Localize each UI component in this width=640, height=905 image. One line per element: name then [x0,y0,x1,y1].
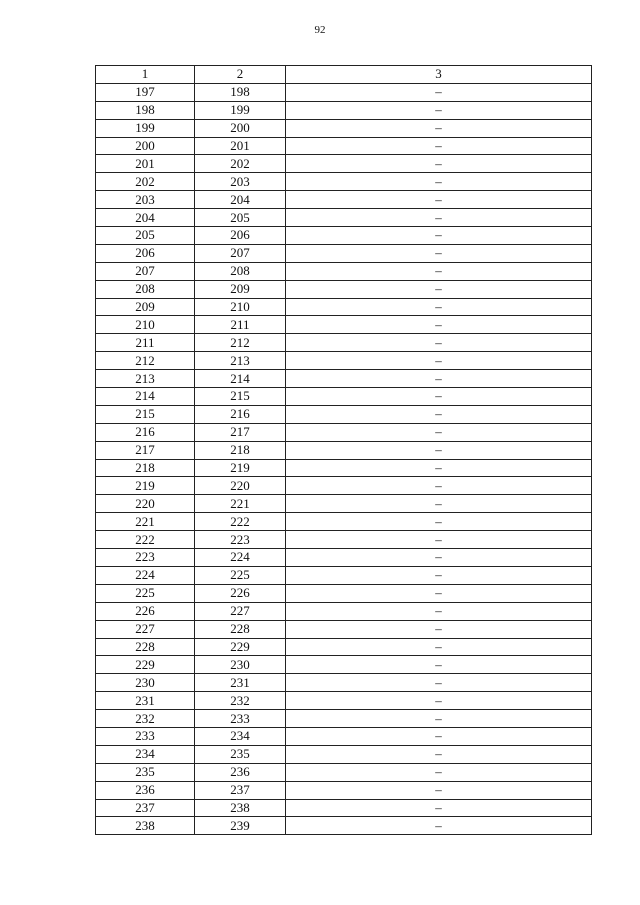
cell-col-2: 201 [195,137,286,155]
cell-col-2: 213 [195,352,286,370]
cell-col-3: – [286,298,592,316]
table-row [96,405,592,423]
table-row [96,745,592,763]
table-row [96,495,592,513]
cell-col-3: – [286,656,592,674]
cell-col-3: – [286,388,592,406]
cell-col-2: 229 [195,638,286,656]
cell-col-3: – [286,477,592,495]
table-row [96,173,592,191]
cell-col-2: 238 [195,799,286,817]
cell-col-3: – [286,227,592,245]
cell-col-3: – [286,209,592,227]
cell-col-2: 234 [195,727,286,745]
table-body [96,83,592,834]
table-row [96,710,592,728]
cell-col-2: 219 [195,459,286,477]
cell-col-3: – [286,191,592,209]
table-row [96,262,592,280]
table-row [96,334,592,352]
cell-col-3: – [286,423,592,441]
table-row [96,101,592,119]
cell-col-3: – [286,638,592,656]
cell-col-1: 228 [96,638,195,656]
cell-col-1: 205 [96,227,195,245]
cell-col-1: 211 [96,334,195,352]
cell-col-1: 237 [96,799,195,817]
cell-col-2: 198 [195,83,286,101]
cell-col-1: 197 [96,83,195,101]
cell-col-1: 199 [96,119,195,137]
cell-col-3: – [286,781,592,799]
table-row [96,244,592,262]
cell-col-3: – [286,280,592,298]
cell-col-1: 226 [96,602,195,620]
cell-col-3: – [286,763,592,781]
cell-col-2: 200 [195,119,286,137]
table-row [96,352,592,370]
table-row [96,763,592,781]
cell-col-3: – [286,513,592,531]
cell-col-3: – [286,692,592,710]
cell-col-2: 209 [195,280,286,298]
table-row [96,817,592,835]
cell-col-1: 230 [96,674,195,692]
cell-col-1: 234 [96,745,195,763]
cell-col-2: 217 [195,423,286,441]
cell-col-3: – [286,817,592,835]
cell-col-1: 198 [96,101,195,119]
table-row [96,316,592,334]
cell-col-2: 214 [195,370,286,388]
cell-col-2: 212 [195,334,286,352]
cell-col-1: 218 [96,459,195,477]
table-row [96,280,592,298]
table-row [96,531,592,549]
cell-col-2: 202 [195,155,286,173]
cell-col-2: 239 [195,817,286,835]
column-header-2: 2 [195,66,286,84]
cell-col-2: 206 [195,227,286,245]
cell-col-2: 199 [195,101,286,119]
cell-col-3: – [286,566,592,584]
page-number: 92 [314,24,326,36]
table-row [96,423,592,441]
cell-col-3: – [286,531,592,549]
cell-col-2: 228 [195,620,286,638]
cell-col-1: 219 [96,477,195,495]
cell-col-3: – [286,370,592,388]
cell-col-1: 214 [96,388,195,406]
cell-col-1: 225 [96,584,195,602]
cell-col-2: 211 [195,316,286,334]
column-header-3: 3 [286,66,592,84]
cell-col-3: – [286,495,592,513]
cell-col-1: 210 [96,316,195,334]
cell-col-3: – [286,674,592,692]
cell-col-1: 223 [96,549,195,567]
table-row [96,388,592,406]
cell-col-1: 215 [96,405,195,423]
cell-col-1: 224 [96,566,195,584]
cell-col-1: 217 [96,441,195,459]
cell-col-2: 218 [195,441,286,459]
column-header-1: 1 [96,66,195,84]
cell-col-2: 205 [195,209,286,227]
cell-col-3: – [286,584,592,602]
cell-col-1: 220 [96,495,195,513]
table-row [96,441,592,459]
cell-col-1: 233 [96,727,195,745]
cell-col-3: – [286,334,592,352]
cell-col-3: – [286,137,592,155]
cell-col-1: 200 [96,137,195,155]
cell-col-3: – [286,745,592,763]
cell-col-1: 212 [96,352,195,370]
table-row [96,781,592,799]
cell-col-2: 221 [195,495,286,513]
cell-col-2: 208 [195,262,286,280]
table-row [96,191,592,209]
cell-col-1: 229 [96,656,195,674]
cell-col-3: – [286,602,592,620]
cell-col-1: 203 [96,191,195,209]
table-row [96,549,592,567]
cell-col-2: 235 [195,745,286,763]
cell-col-2: 207 [195,244,286,262]
cell-col-2: 227 [195,602,286,620]
table-row [96,566,592,584]
cell-col-2: 233 [195,710,286,728]
cell-col-2: 222 [195,513,286,531]
cell-col-2: 224 [195,549,286,567]
cell-col-1: 206 [96,244,195,262]
table-row [96,656,592,674]
cell-col-3: – [286,405,592,423]
cell-col-2: 232 [195,692,286,710]
cell-col-1: 232 [96,710,195,728]
table-row [96,155,592,173]
cell-col-2: 220 [195,477,286,495]
cell-col-1: 204 [96,209,195,227]
cell-col-3: – [286,549,592,567]
cell-col-2: 203 [195,173,286,191]
cell-col-3: – [286,710,592,728]
cell-col-3: – [286,262,592,280]
cell-col-2: 231 [195,674,286,692]
data-table [95,65,592,835]
cell-col-1: 231 [96,692,195,710]
cell-col-1: 213 [96,370,195,388]
table-row [96,638,592,656]
table-row [96,477,592,495]
cell-col-1: 216 [96,423,195,441]
cell-col-3: – [286,83,592,101]
cell-col-1: 201 [96,155,195,173]
table-row [96,620,592,638]
table-header-row [96,66,592,84]
cell-col-2: 204 [195,191,286,209]
table-row [96,209,592,227]
cell-col-3: – [286,459,592,477]
cell-col-3: – [286,119,592,137]
table-row [96,513,592,531]
cell-col-1: 238 [96,817,195,835]
table-row [96,298,592,316]
cell-col-3: – [286,316,592,334]
cell-col-1: 227 [96,620,195,638]
cell-col-2: 237 [195,781,286,799]
cell-col-2: 216 [195,405,286,423]
cell-col-3: – [286,352,592,370]
cell-col-2: 225 [195,566,286,584]
cell-col-1: 209 [96,298,195,316]
cell-col-3: – [286,101,592,119]
cell-col-2: 223 [195,531,286,549]
cell-col-2: 236 [195,763,286,781]
cell-col-3: – [286,799,592,817]
table-row [96,674,592,692]
cell-col-2: 210 [195,298,286,316]
table-row [96,692,592,710]
cell-col-3: – [286,173,592,191]
cell-col-3: – [286,244,592,262]
cell-col-1: 207 [96,262,195,280]
cell-col-2: 215 [195,388,286,406]
table-row [96,459,592,477]
table-row [96,119,592,137]
table-row [96,727,592,745]
cell-col-2: 230 [195,656,286,674]
cell-col-1: 221 [96,513,195,531]
table-row [96,137,592,155]
table-row [96,584,592,602]
cell-col-3: – [286,155,592,173]
cell-col-1: 222 [96,531,195,549]
cell-col-1: 235 [96,763,195,781]
table-row [96,83,592,101]
cell-col-1: 202 [96,173,195,191]
table-row [96,799,592,817]
cell-col-2: 226 [195,584,286,602]
table-row [96,227,592,245]
cell-col-1: 208 [96,280,195,298]
cell-col-1: 236 [96,781,195,799]
cell-col-3: – [286,727,592,745]
table-row [96,370,592,388]
cell-col-3: – [286,620,592,638]
table-row [96,602,592,620]
cell-col-3: – [286,441,592,459]
